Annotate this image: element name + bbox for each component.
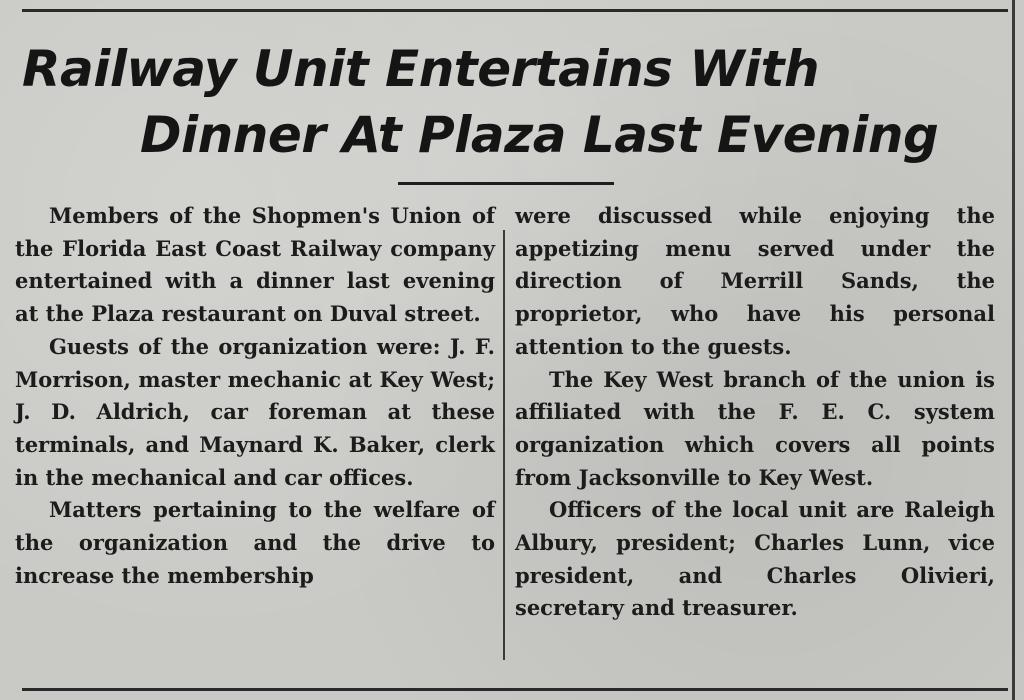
paragraph-affiliation: The Key West branch of the union is affiliated with the F. E. C. system organization which covers all points from Jacksonville to Key West. bbox=[515, 366, 995, 490]
left-column bbox=[15, 200, 495, 592]
right-column bbox=[515, 200, 995, 625]
headline-line-2: Dinner At Plaza Last Evening bbox=[140, 106, 939, 164]
paragraph-intro: Members of the Shopmen's Union of the Florida East Coast Railway company entertained with a dinner last evening at the Plaza restaurant on Duval street. bbox=[15, 203, 495, 327]
paragraph-matters: Matters pertaining to the welfare of the organization and the drive to increase the membership bbox=[15, 497, 495, 588]
top-rule bbox=[22, 9, 1008, 12]
bottom-rule bbox=[22, 688, 1008, 691]
paragraph-continued: were discussed while enjoying the appetizing menu served under the direction of Merrill Sands, the proprietor, who have his personal attention to the guests. bbox=[515, 203, 995, 359]
headline-divider bbox=[398, 182, 614, 185]
column-rule bbox=[503, 230, 505, 660]
headline-line-1: Railway Unit Entertains With bbox=[22, 40, 820, 98]
paragraph-guests: Guests of the organization were: J. F. Morrison, master mechanic at Key West; J. D. Aldrich, car foreman at these terminals, and Maynard K. Baker, clerk in the mechanical and car offices. bbox=[15, 333, 495, 490]
paragraph-officers: Officers of the local unit are Raleigh Albury, president; Charles Lunn, vice president, and Charles Olivieri, secretary and treasurer. bbox=[515, 497, 995, 621]
right-rule bbox=[1012, 0, 1015, 700]
